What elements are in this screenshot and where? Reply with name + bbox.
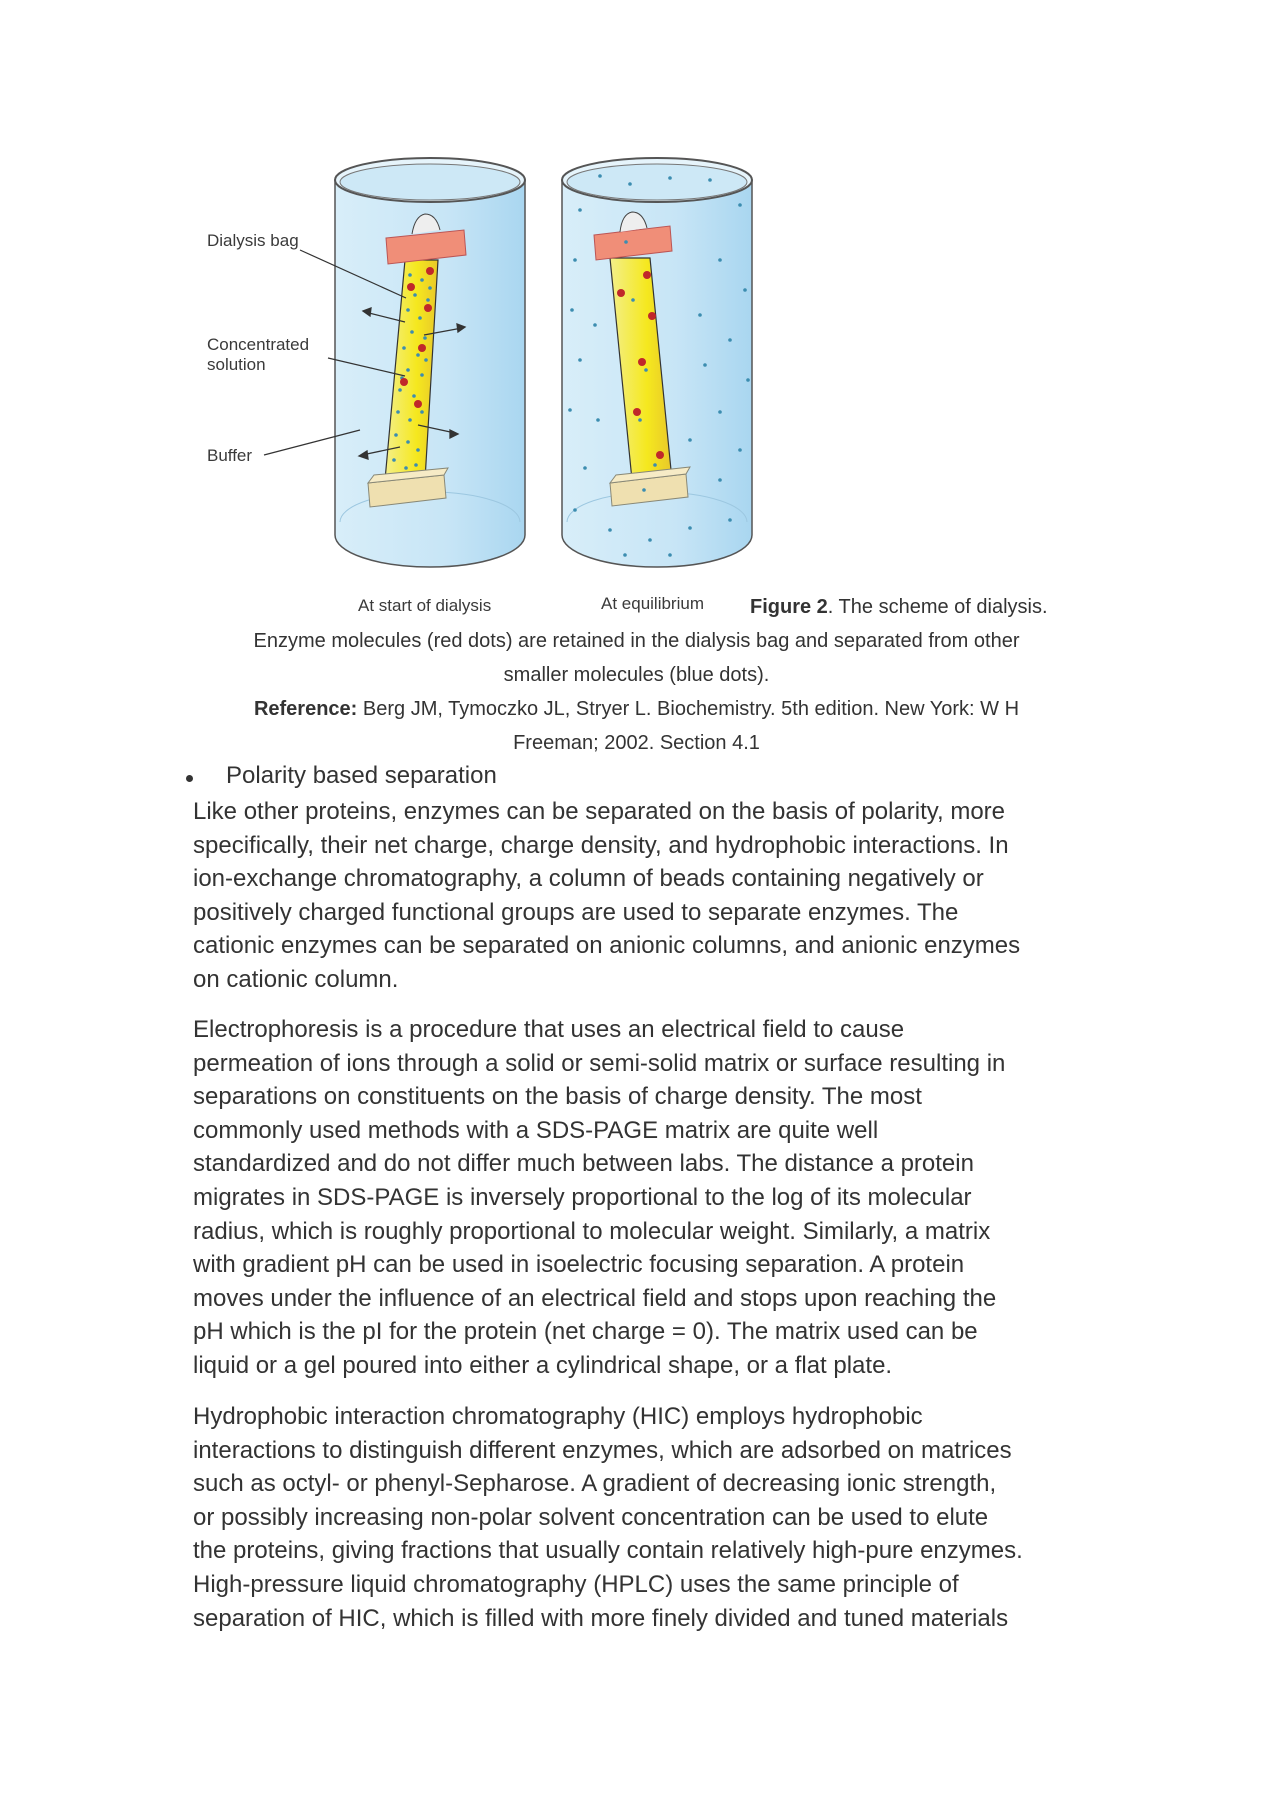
paragraph-line: such as octyl- or phenyl-Sepharose. A gradient of decreasing ionic strength,	[193, 1470, 997, 1498]
beaker-equilibrium	[562, 158, 752, 567]
label-concentrated: Concentrated	[207, 335, 310, 354]
reference-label: Reference:	[253, 698, 358, 720]
label-at-equilibrium: At equilibrium	[601, 594, 704, 613]
paragraph-line: or possibly increasing non-polar solvent concentration can be used to elute	[193, 1503, 989, 1531]
dialysis-illustration	[200, 150, 800, 620]
label-start-of-dialysis: At start of dialysis	[358, 596, 492, 615]
paragraph-line: ion-exchange chromatography, a column of beads containing negatively or	[193, 865, 984, 893]
paragraph-electrophoresis	[193, 1013, 1113, 1383]
label-dialysis-bag: Dialysis bag	[207, 231, 299, 250]
paragraph-line: Electrophoresis is a procedure that uses an electrical field to cause	[193, 1016, 905, 1043]
paragraph-line: separations on constituents on the basis of charge density. The most	[193, 1083, 922, 1111]
paragraph-line: separation of HIC, which is filled with more finely divided and tuned materials	[193, 1604, 1009, 1632]
paragraph-line: permeation of ions through a solid or semi-solid matrix or surface resulting in	[193, 1049, 1006, 1077]
caption-line-2: smaller molecules (blue dots).	[503, 664, 770, 686]
paragraph-line: Hydrophobic interaction chromatography (HIC) employs hydrophobic	[193, 1403, 923, 1430]
paragraph-line: commonly used methods with a SDS-PAGE matrix are quite well	[193, 1116, 879, 1144]
figure-title-text: . The scheme of dialysis.	[827, 596, 1048, 618]
paragraph-line: with gradient pH can be used in isoelectric focusing separation. A protein	[193, 1251, 965, 1279]
reference-text: Berg JM, Tymoczko JL, Stryer L. Biochemistry. 5th edition. New York: W H	[357, 698, 1020, 720]
paragraph-line: interactions to distinguish different enzymes, which are adsorbed on matrices	[193, 1436, 1012, 1464]
label-buffer: Buffer	[207, 446, 253, 465]
paragraph-line: positively charged functional groups are used to separate enzymes. The	[193, 898, 959, 926]
bullet-icon	[186, 775, 193, 782]
paragraph-line: specifically, their net charge, charge density, and hydrophobic interactions. In	[193, 831, 1009, 859]
paragraph-line: migrates in SDS-PAGE is inversely proportional to the log of its molecular	[193, 1183, 972, 1211]
label-solution: solution	[207, 355, 266, 374]
reference-line-2: Freeman; 2002. Section 4.1	[513, 732, 760, 754]
paragraph-line: standardized and do not differ much between labs. The distance a protein	[193, 1150, 974, 1178]
caption-line-1: Enzyme molecules (red dots) are retained in the dialysis bag and separated from other	[253, 630, 1020, 652]
figure-caption-title	[750, 596, 1048, 619]
paragraph-line: moves under the influence of an electrical field and stops upon reaching the	[193, 1284, 997, 1312]
paragraph-line: Like other proteins, enzymes can be separated on the basis of polarity, more	[193, 798, 1006, 825]
paragraph-line: liquid or a gel poured into either a cylindrical shape, or a flat plate.	[193, 1351, 893, 1379]
paragraph-line: High-pressure liquid chromatography (HPLC) uses the same principle of	[193, 1570, 959, 1598]
paragraph-line: the proteins, giving fractions that usually contain relatively high-pure enzymes.	[193, 1537, 1023, 1565]
beaker-start	[264, 158, 525, 567]
paragraph-line: pH which is the pI for the protein (net charge = 0). The matrix used can be	[193, 1318, 978, 1346]
bullet-heading-text: Polarity based separation	[226, 762, 497, 789]
paragraph-hic	[193, 1400, 1113, 1635]
paragraph-line: on cationic column.	[193, 965, 399, 993]
paragraph-polarity	[193, 795, 1113, 997]
dialysis-figure	[200, 150, 800, 620]
paragraph-line: cationic enzymes can be separated on anionic columns, and anionic enzymes	[193, 932, 1021, 960]
paragraph-line: radius, which is roughly proportional to molecular weight. Similarly, a matrix	[193, 1217, 991, 1245]
figure-number: Figure 2	[750, 596, 828, 618]
reference-line	[0, 698, 1273, 721]
